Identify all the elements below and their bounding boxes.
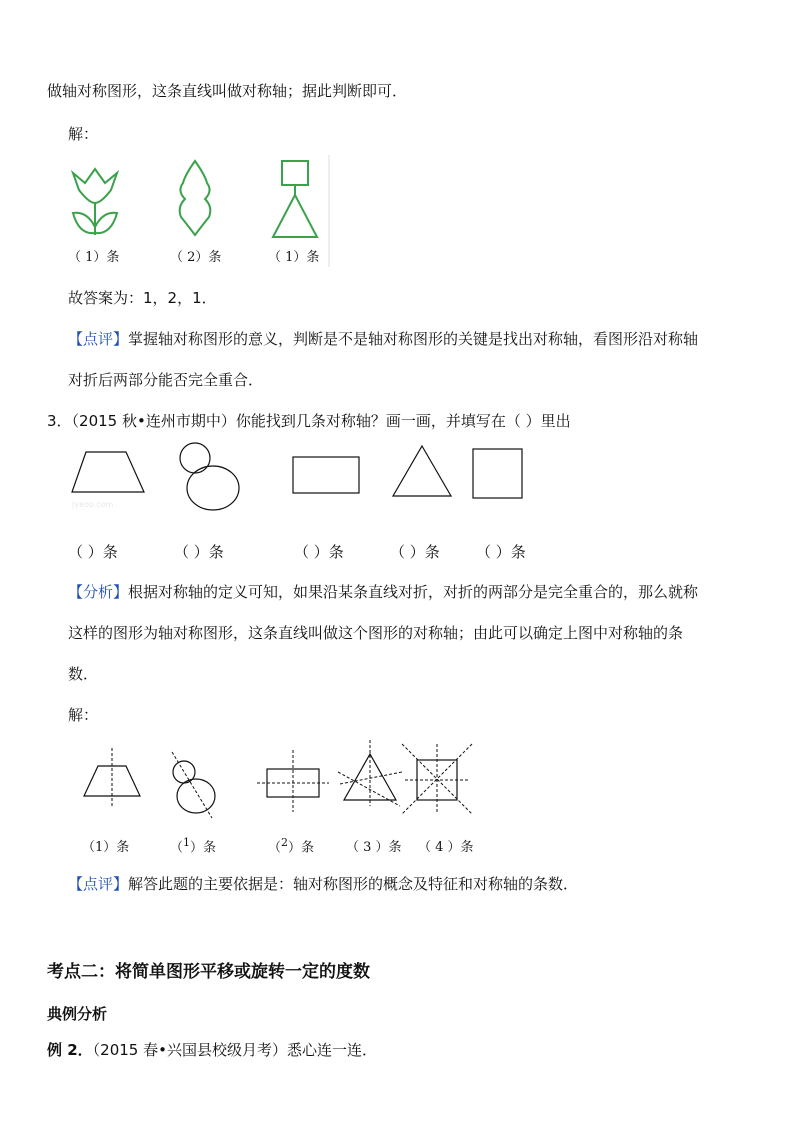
question-number: 3． (47, 412, 72, 430)
section-heading: 考点二：将简单图形平移或旋转一定的度数 (47, 962, 370, 982)
example-text: （2015 春•兴国县校级月考）悉心连一连． (92, 1041, 377, 1059)
square-triangle-figure (273, 161, 317, 237)
solution-caption-1: （1）条 (82, 840, 130, 855)
blank-3: （ ）条 (294, 543, 344, 561)
figure1-caption-1: （ 1）条 (68, 250, 120, 265)
blank-1: （ ）条 (68, 543, 118, 561)
analysis-line-1 (68, 581, 698, 602)
comment-2 (68, 873, 578, 894)
question-3 (47, 410, 571, 431)
analysis-text: 根据对称轴的定义可知，如果沿某条直线对折，对折的两部分是完全重合的，那么就称 (128, 583, 699, 601)
solution-label-2: 解： (68, 706, 99, 724)
symmetry-axes (112, 740, 472, 818)
subsection-heading: 典例分析 (47, 1005, 108, 1023)
comment-tag-2: 【点评】 (68, 875, 129, 893)
analysis-line-3: 数． (68, 665, 99, 683)
small-circle-shape (180, 443, 210, 473)
solution-figures (80, 738, 480, 818)
comment-1-line-1 (68, 328, 698, 349)
blank-4: （ ）条 (390, 543, 440, 561)
analysis-tag: 【分析】 (68, 583, 129, 601)
tulip-figure (73, 169, 117, 235)
comment-tag: 【点评】 (68, 330, 129, 348)
watermark: Jyeoo.com (72, 500, 114, 509)
comment-text-2: 解答此题的主要依据是：轴对称图形的概念及特征和对称轴的条数． (128, 875, 579, 893)
solution-caption-4: （ 3 ）条 (346, 840, 402, 855)
rectangle-shape (293, 457, 359, 493)
answer-text: 故答案为：1，2，1． (68, 289, 217, 307)
large-ellipse-solved (177, 779, 215, 813)
solution-label: 解： (68, 125, 99, 143)
leaf-figure (180, 161, 211, 235)
question-3-shapes (68, 440, 528, 515)
example-2 (47, 1039, 377, 1060)
blank-2: （ ）条 (174, 543, 224, 561)
figure1-caption-2: （ 2）条 (170, 250, 222, 265)
comment-text: 掌握轴对称图形的意义，判断是不是轴对称图形的关键是找出对称轴，看图形沿对称轴 (128, 330, 699, 348)
figure1-caption-3: （ 1）条 (268, 250, 320, 265)
blank-5: （ ）条 (476, 543, 526, 561)
solution-caption-3: （$^2$）条 (268, 836, 315, 856)
comment-1-line-2: 对折后两部分能否完全重合． (68, 371, 264, 389)
question-text: （2015 秋•连州市期中）你能找到几条对称轴？画一画，并填写在（ ）里出 (71, 412, 571, 430)
large-ellipse-shape (187, 466, 239, 510)
example-label: 例 2． (47, 1041, 93, 1059)
trapezoid-shape (72, 452, 144, 492)
square-shape (473, 449, 522, 498)
solution-caption-2: （$^1$）条 (170, 836, 217, 856)
triangle-shape (393, 446, 451, 496)
solution-caption-5: （ 4 ）条 (418, 840, 474, 855)
paragraph-text: 做轴对称图形，这条直线叫做对称轴；据此判断即可． (47, 82, 408, 100)
analysis-line-2: 这样的图形为轴对称图形，这条直线叫做这个图形的对称轴；由此可以确定上图中对称轴的条 (68, 624, 684, 642)
